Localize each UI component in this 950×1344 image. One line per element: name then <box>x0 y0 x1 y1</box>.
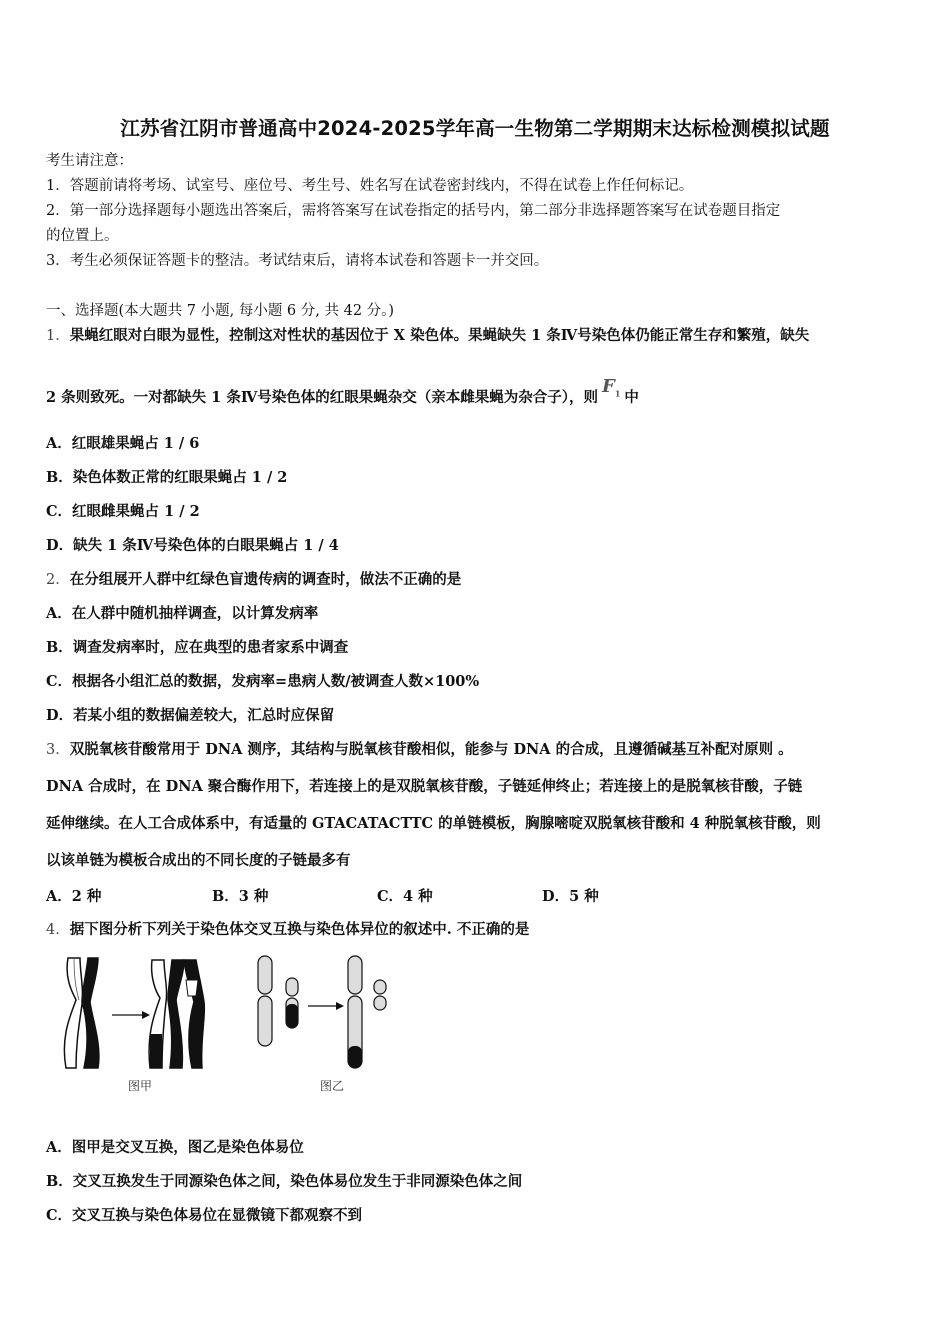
section-heading: 一、选择题(本大题共 7 小题, 每小题 6 分, 共 42 分。) <box>46 303 395 319</box>
figure-a-label: 图甲 <box>128 1079 153 1093</box>
question-1-line2 <box>46 376 639 414</box>
f1-subscript: 1 <box>614 388 621 399</box>
notice-item-3: 3．考生必须保证答题卡的整洁。考试结束后，请将本试卷和答题卡一并交回。 <box>46 253 549 269</box>
notice-item-2-cont: 的位置上。 <box>46 228 119 244</box>
question-1-line2-end: 中 <box>624 389 639 406</box>
q4-option-a: A．图甲是交叉互换，图乙是染色体易位 <box>46 1139 304 1156</box>
q2-option-a: A．在人群中随机抽样调查，以计算发病率 <box>46 605 319 622</box>
question-3-line4: 以该单链为模板合成出的不同长度的子链最多有 <box>46 852 351 869</box>
q3-option-a: A．2 种 <box>46 888 102 905</box>
q1-option-b: B．染色体数正常的红眼果蝇占 1 / 2 <box>46 469 288 486</box>
question-number: 3． <box>46 742 70 758</box>
q3-option-c: C．4 种 <box>377 888 433 905</box>
figure-b-after <box>348 956 386 1068</box>
q1-option-c: C．红眼雌果蝇占 1 / 2 <box>46 503 200 520</box>
figure-b-label: 图乙 <box>320 1079 345 1093</box>
question-1 <box>46 326 809 346</box>
q3-option-d: D．5 种 <box>542 888 599 905</box>
q4-option-c: C．交叉互换与染色体易位在显微镜下都观察不到 <box>46 1207 363 1224</box>
question-3 <box>46 740 793 760</box>
q2-option-d: D．若某小组的数据偏差较大，汇总时应保留 <box>46 707 335 724</box>
q2-option-c: C．根据各小组汇总的数据，发病率=患病人数/被调查人数×100% <box>46 673 480 690</box>
question-4 <box>46 920 529 940</box>
question-2 <box>46 570 461 590</box>
notice-heading: 考生请注意： <box>46 153 133 169</box>
figure-a-arrow <box>112 1011 150 1019</box>
chromosome-figure <box>46 950 406 1100</box>
figure-b-before <box>258 956 298 1046</box>
question-3-line3: 延伸继续。在人工合成体系中，有适量的 GTACATACTTC 的单链模板，胸腺嘧啶双脱氧核苷酸和 4 种脱氧核苷酸，则 <box>46 815 821 832</box>
q2-option-b: B．调查发病率时，应在典型的患者家系中调查 <box>46 639 349 656</box>
f1-symbol <box>602 376 620 397</box>
f1-letter: F <box>602 376 615 397</box>
question-4-stem: 据下图分析下列关于染色体交叉互换与染色体异位的叙述中. 不正确的是 <box>69 921 530 938</box>
question-number: 4． <box>46 922 70 938</box>
q1-option-d: D．缺失 1 条Ⅳ号染色体的白眼果蝇占 1 / 4 <box>46 537 339 554</box>
q4-option-b: B．交叉互换发生于同源染色体之间，染色体易位发生于非同源染色体之间 <box>46 1173 523 1190</box>
question-1-line2-text: 2 条则致死。一对都缺失 1 条Ⅳ号染色体的红眼果蝇杂交（亲本雌果蝇为杂合子），则 <box>46 389 599 406</box>
q1-option-a: A．红眼雄果蝇占 1 / 6 <box>46 435 200 452</box>
question-3-line1: 双脱氧核苷酸常用于 DNA 测序，其结构与脱氧核苷酸相似，能参与 DNA 的合成，且遵循碱基互补配对原则 。 <box>69 741 793 758</box>
figure-a-before <box>64 958 99 1068</box>
question-number: 1． <box>46 328 70 344</box>
question-1-line1: 果蝇红眼对白眼为显性，控制这对性状的基因位于 X 染色体。果蝇缺失 1 条Ⅳ号染色体仍能正常生存和繁殖，缺失 <box>69 327 810 344</box>
question-2-stem: 在分组展开人群中红绿色盲遗传病的调查时，做法不正确的是 <box>69 571 462 588</box>
figure-a-after <box>149 960 204 1068</box>
notice-item-1: 1．答题前请将考场、试室号、座位号、考生号、姓名写在试卷密封线内，不得在试卷上作任何标记。 <box>46 178 694 194</box>
notice-item-2: 2．第一部分选择题每小题选出答案后，需将答案写在试卷指定的括号内，第二部分非选择题答案写在试卷题目指定 <box>46 203 781 219</box>
q3-option-b: B．3 种 <box>212 888 269 905</box>
question-3-line2: DNA 合成时，在 DNA 聚合酶作用下，若连接上的是双脱氧核苷酸，子链延伸终止；若连接上的是脱氧核苷酸，子链 <box>46 778 803 795</box>
question-number: 2． <box>46 572 70 588</box>
figure-b-arrow <box>308 1002 344 1010</box>
page-title: 江苏省江阴市普通高中2024-2025学年高一生物第二学期期末达标检测模拟试题 <box>120 117 830 140</box>
